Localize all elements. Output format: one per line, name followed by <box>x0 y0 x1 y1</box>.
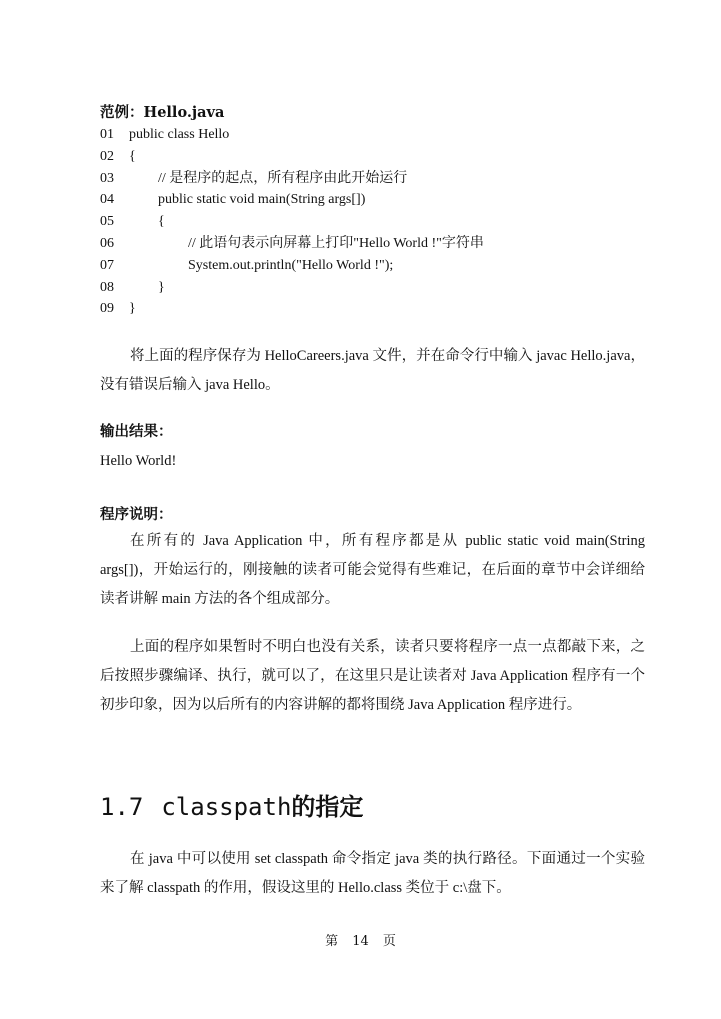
explanation-paragraph-2: 上面的程序如果暂时不明白也没有关系，读者只要将程序一点一点都敲下来，之后按照步骤编译、执行，就可以了，在这里只是让读者对 Java Application 程序有一个初步印象，因为以后所有的内容讲解的都将围绕 Java Application 程序进行。 <box>100 639 645 713</box>
explanation-paragraph-1: 在所有的 Java Application 中，所有程序都是从 public static void main(String args[])，开始运行的，刚接触的读者可能会觉得有些难记，在后面的章节中会详细给读者讲解 main 方法的各个组成部分。 <box>100 533 645 607</box>
output-text: Hello World! <box>100 453 177 469</box>
code-comment: // 是程序的起点，所有程序由此开始运行 <box>158 170 408 186</box>
line-number: 04 <box>100 192 114 208</box>
code-comment: // 此语句表示向屏幕上打印"Hello World !"字符串 <box>188 235 484 251</box>
example-label: 范例：Hello.java <box>100 104 225 121</box>
code-text: { <box>158 214 165 230</box>
code-text: public class Hello <box>129 127 230 142</box>
section-heading <box>100 790 363 824</box>
save-instructions-paragraph: 将上面的程序保存为 HelloCareers.java 文件，并在命令行中输入 javac Hello.java，没有错误后输入 java Hello。 <box>100 348 645 393</box>
line-number: 03 <box>100 170 114 186</box>
section-title-keyword: classpath <box>161 793 292 821</box>
classpath-paragraph: 在 java 中可以使用 set classpath 命令指定 java 类的执行路径。下面通过一个实验来了解 classpath 的作用，假设这里的 Hello.class 类位于 c:\盘下。 <box>100 851 645 896</box>
line-number: 01 <box>100 127 114 142</box>
section-title-text: 的指定 <box>291 793 364 821</box>
line-number: 02 <box>100 148 114 164</box>
code-text: public static void main(String args[]) <box>158 192 366 208</box>
code-text: System.out.println("Hello World !"); <box>188 257 394 273</box>
code-text: } <box>129 301 136 317</box>
line-number: 07 <box>100 257 114 273</box>
section-number: 1.7 <box>100 793 144 821</box>
line-number: 08 <box>100 279 114 295</box>
page-footer: 第 14 页 <box>325 934 396 949</box>
code-text: } <box>158 279 165 295</box>
line-number: 05 <box>100 214 114 230</box>
code-text: { <box>129 148 136 164</box>
explanation-heading: 程序说明： <box>100 507 173 523</box>
line-number: 09 <box>100 301 114 317</box>
output-heading: 输出结果： <box>100 424 173 440</box>
line-number: 06 <box>100 235 114 251</box>
